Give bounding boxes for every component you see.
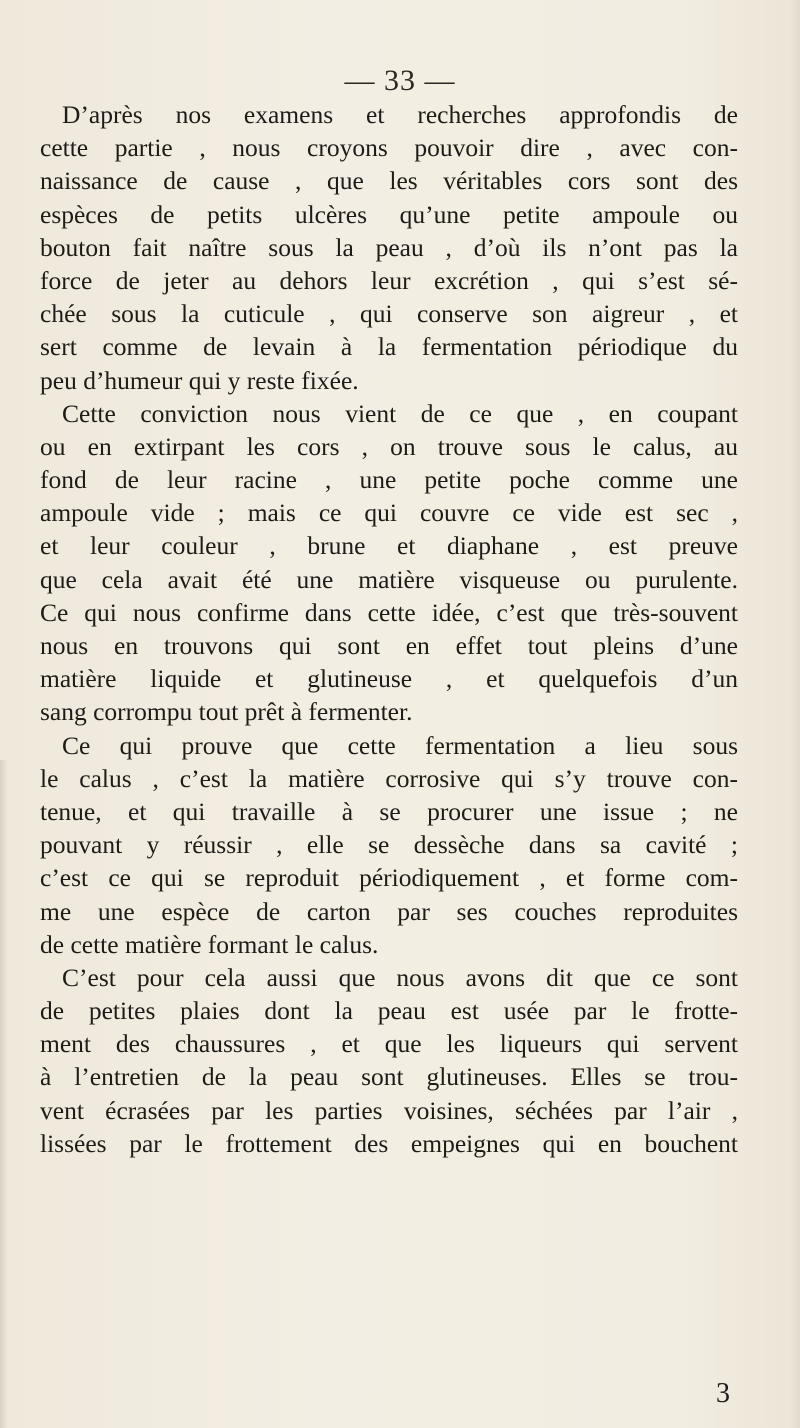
text-line: Cette conviction nous vient de ce que , en coupant — [62, 398, 738, 428]
text-line: ampoule vide ; mais ce qui couvre ce vide est sec , — [40, 498, 738, 528]
text-line: c’est ce qui se reproduit périodiquement , et forme com- — [40, 863, 738, 893]
text-line: C’est pour cela aussi que nous avons dit que ce sont — [62, 962, 738, 992]
text-line: D’après nos examens et recherches approfondis de — [62, 100, 738, 129]
paragraph — [40, 961, 738, 1160]
text-line: Ce qui prouve que cette fermentation a lieu sous — [62, 730, 738, 760]
text-line: à l’entretien de la peau sont glutineuses. Elles se trou- — [40, 1062, 738, 1092]
text-line: espèces de petits ulcères qu’une petite ampoule ou — [40, 199, 738, 229]
text-line: fond de leur racine , une petite poche comme une — [40, 465, 738, 495]
paragraph — [40, 729, 738, 961]
text-line: pouvant y réussir , elle se dessèche dans sa cavité ; — [40, 830, 738, 860]
text-line: tenue, et qui travaille à se procurer une issue ; ne — [40, 796, 738, 826]
text-line: me une espèce de carton par ses couches reproduites — [40, 896, 738, 926]
text-line: que cela avait été une matière visqueuse ou purulente. — [40, 564, 738, 594]
text-line: ou en extirpant les cors , on trouve sous le calus, au — [40, 431, 738, 461]
text-line: peu d’humeur qui y reste fixée. — [40, 365, 359, 395]
text-line: matière liquide et glutineuse , et quelquefois d’un — [40, 664, 738, 694]
text-line: ment des chaussures , et que les liqueurs qui servent — [40, 1029, 738, 1059]
text-line: et leur couleur , brune et diaphane , est preuve — [40, 531, 738, 561]
text-line: bouton fait naître sous la peau , d’où ils n’ont pas la — [40, 232, 738, 262]
text-line: sert comme de levain à la fermentation périodique du — [40, 332, 738, 362]
paragraph — [40, 98, 738, 397]
page-edge-shadow-right — [790, 0, 800, 1428]
text-line: nous en trouvons qui sont en effet tout pleins d’une — [40, 631, 738, 660]
text-line: force de jeter au dehors leur excrétion , qui s’est sé- — [40, 265, 738, 295]
text-line: cette partie , nous croyons pouvoir dire , avec con- — [40, 133, 738, 163]
text-line: de petites plaies dont la peau est usée par le frotte- — [40, 996, 738, 1026]
text-line: le calus , c’est la matière corrosive qui s’y trouve con- — [40, 763, 738, 793]
text-line: chée sous la cuticule , qui conserve son aigreur , et — [40, 299, 738, 329]
signature-mark: 3 — [716, 1378, 730, 1409]
text-line: lissées par le frottement des empeignes qui en bouchent — [40, 1128, 738, 1158]
text-line: naissance de cause , que les véritables cors sont des — [40, 166, 738, 196]
page-edge-shadow-left — [0, 760, 8, 1428]
paragraph — [40, 397, 738, 729]
text-line: sang corrompu tout prêt à fermenter. — [40, 697, 413, 727]
text-line: Ce qui nous confirme dans cette idée, c’est que très-souvent — [40, 597, 738, 627]
page-number: — 33 — — [344, 64, 456, 97]
text-line: vent écrasées par les parties voisines, séchées par l’air , — [40, 1095, 738, 1125]
text-line: de cette matière formant le calus. — [40, 929, 379, 959]
text-body — [40, 98, 738, 1160]
